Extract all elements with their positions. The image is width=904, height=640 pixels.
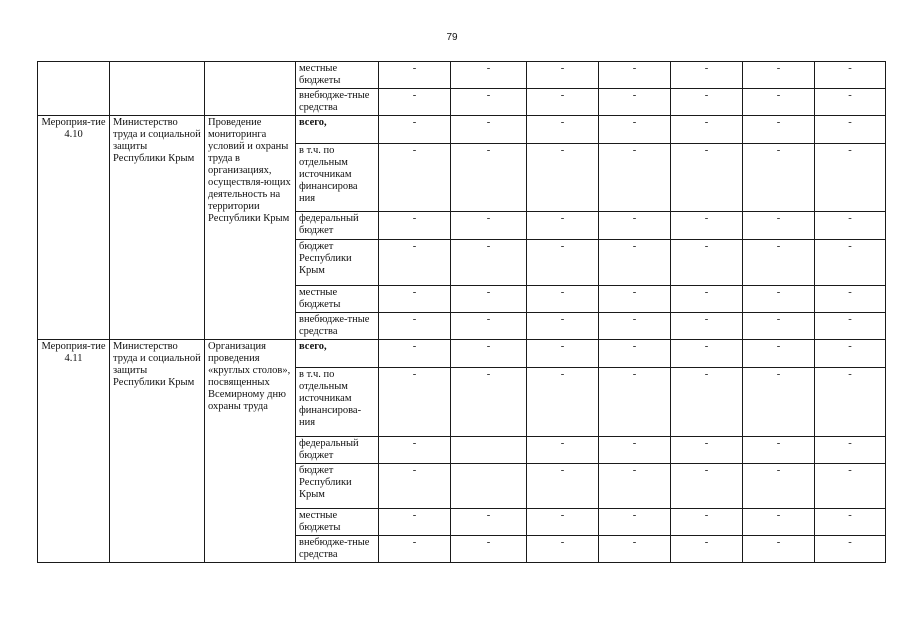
value-cell: - <box>599 368 671 437</box>
value-cell: - <box>671 144 743 212</box>
measure-cell <box>38 62 110 116</box>
measure-cell: Мероприя-тие 4.11 <box>38 340 110 563</box>
value-cell: - <box>527 116 599 144</box>
value-cell: - <box>379 368 451 437</box>
value-cell: - <box>527 286 599 313</box>
description-cell: Организация проведения «круглых столов», посвященных Всемирному дню охраны труда <box>205 340 296 563</box>
value-cell: - <box>743 286 815 313</box>
value-cell: - <box>743 116 815 144</box>
funding-source-cell: в т.ч. по отдельным источникам финансирова ния <box>296 144 379 212</box>
value-cell: - <box>815 368 886 437</box>
value-cell: - <box>671 62 743 89</box>
value-cell: - <box>451 144 527 212</box>
value-cell: - <box>451 116 527 144</box>
value-cell: - <box>671 536 743 563</box>
value-cell: - <box>451 536 527 563</box>
description-cell <box>205 62 296 116</box>
value-cell: - <box>379 437 451 464</box>
value-cell: - <box>379 144 451 212</box>
value-cell: - <box>527 89 599 116</box>
value-cell: - <box>815 144 886 212</box>
value-cell: - <box>379 313 451 340</box>
value-cell: - <box>379 340 451 368</box>
executor-cell: Министерство труда и социальной защиты Республики Крым <box>110 116 205 340</box>
value-cell: - <box>527 437 599 464</box>
table-row <box>38 340 886 368</box>
value-cell: - <box>527 62 599 89</box>
value-cell: - <box>379 212 451 240</box>
value-cell: - <box>815 340 886 368</box>
funding-source-cell: всего, <box>296 340 379 368</box>
value-cell: - <box>527 313 599 340</box>
value-cell: - <box>527 240 599 286</box>
value-cell: - <box>743 509 815 536</box>
funding-source-cell: внебюдже-тные средства <box>296 89 379 116</box>
value-cell: - <box>527 368 599 437</box>
value-cell: - <box>743 89 815 116</box>
value-cell: - <box>743 240 815 286</box>
value-cell: - <box>379 464 451 509</box>
value-cell: - <box>671 509 743 536</box>
value-cell: - <box>815 464 886 509</box>
executor-cell <box>110 62 205 116</box>
value-cell: - <box>671 313 743 340</box>
value-cell: - <box>671 368 743 437</box>
value-cell: - <box>451 62 527 89</box>
value-cell: - <box>527 144 599 212</box>
funding-source-cell: в т.ч. по отдельным источникам финансирова-ния <box>296 368 379 437</box>
value-cell: - <box>451 212 527 240</box>
value-cell: - <box>451 509 527 536</box>
value-cell: - <box>599 536 671 563</box>
value-cell: - <box>743 536 815 563</box>
value-cell: - <box>815 536 886 563</box>
value-cell: - <box>671 464 743 509</box>
funding-source-cell: внебюдже-тные средства <box>296 313 379 340</box>
value-cell: - <box>379 286 451 313</box>
value-cell: - <box>527 212 599 240</box>
value-cell: - <box>599 144 671 212</box>
measure-cell: Мероприя-тие 4.10 <box>38 116 110 340</box>
value-cell: - <box>599 89 671 116</box>
table-row <box>38 116 886 144</box>
value-cell: - <box>671 89 743 116</box>
value-cell: - <box>599 286 671 313</box>
funding-source-cell: местные бюджеты <box>296 286 379 313</box>
value-cell: - <box>527 464 599 509</box>
funding-source-cell: федеральный бюджет <box>296 437 379 464</box>
value-cell: - <box>671 240 743 286</box>
funding-source-cell: внебюдже-тные средства <box>296 536 379 563</box>
value-cell: - <box>671 340 743 368</box>
value-cell: - <box>599 313 671 340</box>
executor-cell: Министерство труда и социальной защиты Республики Крым <box>110 340 205 563</box>
funding-source-cell: местные бюджеты <box>296 509 379 536</box>
value-cell: - <box>815 509 886 536</box>
funding-source-cell: федеральный бюджет <box>296 212 379 240</box>
value-cell: - <box>451 313 527 340</box>
funding-source-cell: бюджет Республики Крым <box>296 240 379 286</box>
value-cell: - <box>815 240 886 286</box>
value-cell: - <box>451 340 527 368</box>
value-cell: - <box>599 212 671 240</box>
value-cell: - <box>815 62 886 89</box>
value-cell: - <box>671 116 743 144</box>
value-cell: - <box>743 437 815 464</box>
funding-source-cell: местные бюджеты <box>296 62 379 89</box>
value-cell: - <box>527 340 599 368</box>
value-cell: - <box>815 313 886 340</box>
description-cell: Проведение мониторинга условий и охраны труда в организациях, осуществля-ющих деятельность на территории Республики Крым <box>205 116 296 340</box>
financing-table <box>37 61 886 563</box>
value-cell: - <box>379 89 451 116</box>
value-cell: - <box>743 212 815 240</box>
page-number: 79 <box>446 32 458 43</box>
funding-source-cell: бюджет Республики Крым <box>296 464 379 509</box>
value-cell: - <box>671 212 743 240</box>
value-cell: - <box>527 536 599 563</box>
value-cell: - <box>599 464 671 509</box>
value-cell: - <box>451 240 527 286</box>
value-cell: - <box>599 437 671 464</box>
value-cell <box>451 464 527 509</box>
value-cell: - <box>815 116 886 144</box>
value-cell: - <box>599 340 671 368</box>
value-cell: - <box>815 89 886 116</box>
value-cell <box>451 437 527 464</box>
value-cell: - <box>379 240 451 286</box>
value-cell: - <box>815 212 886 240</box>
value-cell: - <box>743 313 815 340</box>
value-cell: - <box>599 62 671 89</box>
value-cell: - <box>599 116 671 144</box>
value-cell: - <box>379 62 451 89</box>
table-body <box>38 62 886 563</box>
table-row <box>38 62 886 89</box>
value-cell: - <box>379 536 451 563</box>
value-cell: - <box>743 368 815 437</box>
value-cell: - <box>671 437 743 464</box>
value-cell: - <box>815 286 886 313</box>
value-cell: - <box>451 286 527 313</box>
value-cell: - <box>743 464 815 509</box>
value-cell: - <box>815 437 886 464</box>
value-cell: - <box>743 62 815 89</box>
value-cell: - <box>451 89 527 116</box>
value-cell: - <box>599 240 671 286</box>
value-cell: - <box>671 286 743 313</box>
funding-source-cell: всего, <box>296 116 379 144</box>
value-cell: - <box>451 368 527 437</box>
value-cell: - <box>599 509 671 536</box>
value-cell: - <box>379 509 451 536</box>
value-cell: - <box>743 340 815 368</box>
value-cell: - <box>527 509 599 536</box>
value-cell: - <box>379 116 451 144</box>
value-cell: - <box>743 144 815 212</box>
